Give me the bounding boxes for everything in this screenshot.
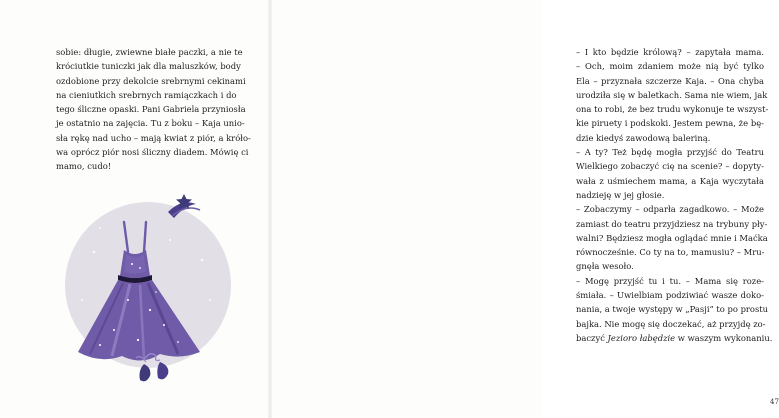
text-line: ozdobione przy dekolcie srebrnymi cekinami — [56, 75, 246, 86]
text-line: ona to robi, że bez trudu wykonuje te wszyst- — [576, 104, 769, 115]
text-line: Ela – przyznała szczerze Kaja. – Ona chyba — [576, 75, 764, 86]
text-line: dzie kiedyś zawodową baleriną. — [576, 132, 711, 143]
text-line: – Zobaczymy – odparła zagadkowo. – Może — [576, 204, 764, 215]
text-line: króciutkie tuniczki jak dla maluszków, body — [56, 61, 241, 72]
dress-illustration — [60, 180, 235, 390]
page-number: 47 — [770, 398, 779, 406]
text-line: równocześnie. Co ty na to, mamusiu? – Mru- — [576, 247, 765, 258]
right-page — [270, 0, 779, 418]
text-line: – A ty? Też będę mogła przyjść do Teatru — [576, 147, 764, 158]
text-line: mamo, cudo! — [56, 161, 112, 172]
text-line: nania, a twoje występy w „Pasji” to po prostu — [576, 304, 769, 315]
text-line: sobie: długie, zwiewne białe paczki, a nie te — [56, 47, 243, 57]
text-line: na cieniutkich srebrnych ramiączkach i do — [56, 89, 237, 100]
right-page-text — [576, 45, 773, 345]
text-fragment: baczyć — [576, 332, 608, 343]
text-line: wa oprócz piór nosi śliczny diadem. Mówię ci — [56, 147, 249, 158]
text-line: tego śliczne opaski. Pani Gabriela przyniosła — [56, 104, 246, 115]
text-line: zamiast do teatru przyjdziesz na trybuny pły- — [576, 218, 768, 229]
text-fragment: w waszym wykonaniu. — [675, 332, 773, 343]
text-line: je ostatnio na zajęcia. Tu z boku – Kaja unio- — [56, 118, 245, 129]
text-line: wała z uśmiechem mama, a Kaja wyczytała — [576, 175, 764, 186]
text-line: sła rękę nad ucho – mają kwiat z piór, a króło- — [56, 132, 251, 143]
text-line: śmiała. – Uwielbiam podziwiać wasze doko- — [576, 290, 764, 301]
text-line: gnęła wesoło. — [576, 261, 634, 272]
text-line: kie piruety i podskoki. Jestem pewna, że bę- — [576, 118, 764, 129]
ballet-title: Jezioro łabędzie — [607, 332, 676, 343]
text-line: – Och, moim zdaniem może nią być tylko — [576, 61, 764, 72]
left-page-text — [56, 45, 251, 174]
text-line: – I kto będzie królową? – zapytała mama. — [576, 47, 764, 57]
text-line: nadzieję w jej głosie. — [576, 189, 665, 200]
text-line: bajka. Nie mogę się doczekać, aż przyjdę zo- — [576, 318, 766, 329]
text-line: – Mogę przyjść tu i tu. – Mama się roze- — [576, 275, 764, 286]
text-line: walni? Będziesz mogła oglądać mnie i Maćka — [576, 232, 768, 243]
text-line: Wielkiego zobaczyć cię na scenie? – dopyty- — [576, 161, 764, 172]
text-line-with-title — [576, 331, 773, 345]
left-page — [0, 0, 270, 418]
text-line: urodziła się w baletkach. Sama nie wiem, jak — [576, 89, 768, 100]
